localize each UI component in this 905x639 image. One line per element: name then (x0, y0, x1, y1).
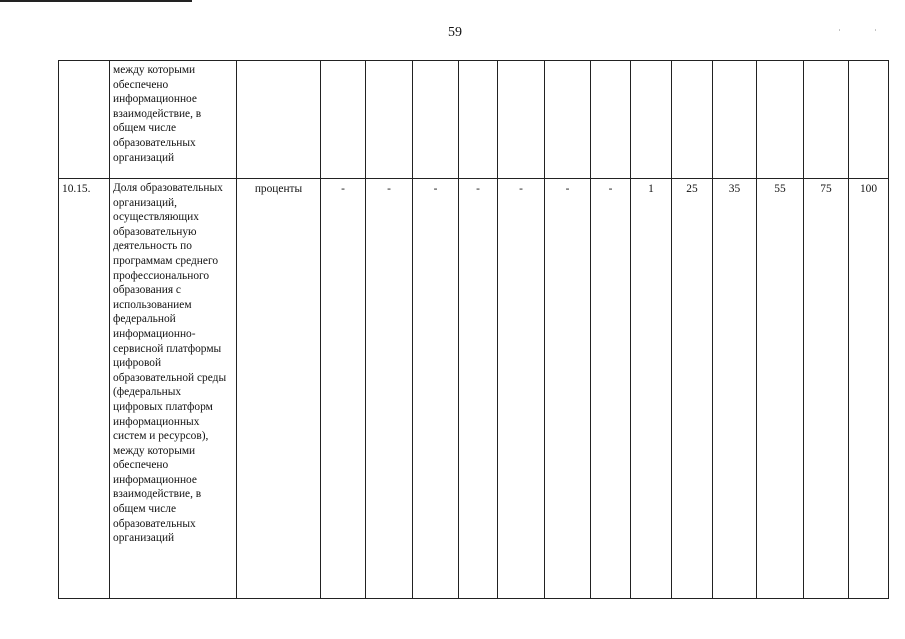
value-cell (713, 61, 757, 179)
value-cell: - (498, 179, 545, 599)
value-cell: 75 (804, 179, 849, 599)
top-rule (0, 0, 192, 2)
scan-speck: ˙ (874, 28, 877, 38)
value-cell (366, 61, 413, 179)
value-cell: 35 (713, 179, 757, 599)
value-cell: 1 (631, 179, 672, 599)
value-cell (498, 61, 545, 179)
value-cell: - (413, 179, 459, 599)
value-cell: 100 (849, 179, 889, 599)
table-row (59, 179, 889, 599)
value-cell: - (459, 179, 498, 599)
row-number: 10.15. (59, 179, 110, 599)
scan-speck: ˙ (838, 28, 841, 38)
value-cell (413, 61, 459, 179)
value-cell: - (366, 179, 413, 599)
indicators-table (58, 60, 889, 599)
row-number (59, 61, 110, 179)
row-description: между которыми обеспечено информационное взаимодействие, в общем числе образовательных организаций (110, 61, 237, 179)
value-cell (631, 61, 672, 179)
value-cell: 25 (672, 179, 713, 599)
value-cell (545, 61, 591, 179)
value-cell: - (545, 179, 591, 599)
value-cell: - (321, 179, 366, 599)
table-row (59, 61, 889, 179)
value-cell (757, 61, 804, 179)
value-cell: - (591, 179, 631, 599)
row-unit (237, 61, 321, 179)
value-cell (591, 61, 631, 179)
row-unit: проценты (237, 179, 321, 599)
value-cell (459, 61, 498, 179)
value-cell: 55 (757, 179, 804, 599)
page-number: 59 (448, 25, 462, 40)
value-cell (804, 61, 849, 179)
value-cell (321, 61, 366, 179)
value-cell (849, 61, 889, 179)
value-cell (672, 61, 713, 179)
row-description: Доля образовательных организаций, осуществляющих образовательную деятельность по программам среднего профессионального образования с использованием федеральной информационно-сервисной платформы цифровой образовательной среды (федеральных цифровых платформ информационных систем и ресурсов), между которыми обеспечено информационное взаимодействие, в общем числе образовательных организаций (110, 179, 237, 599)
